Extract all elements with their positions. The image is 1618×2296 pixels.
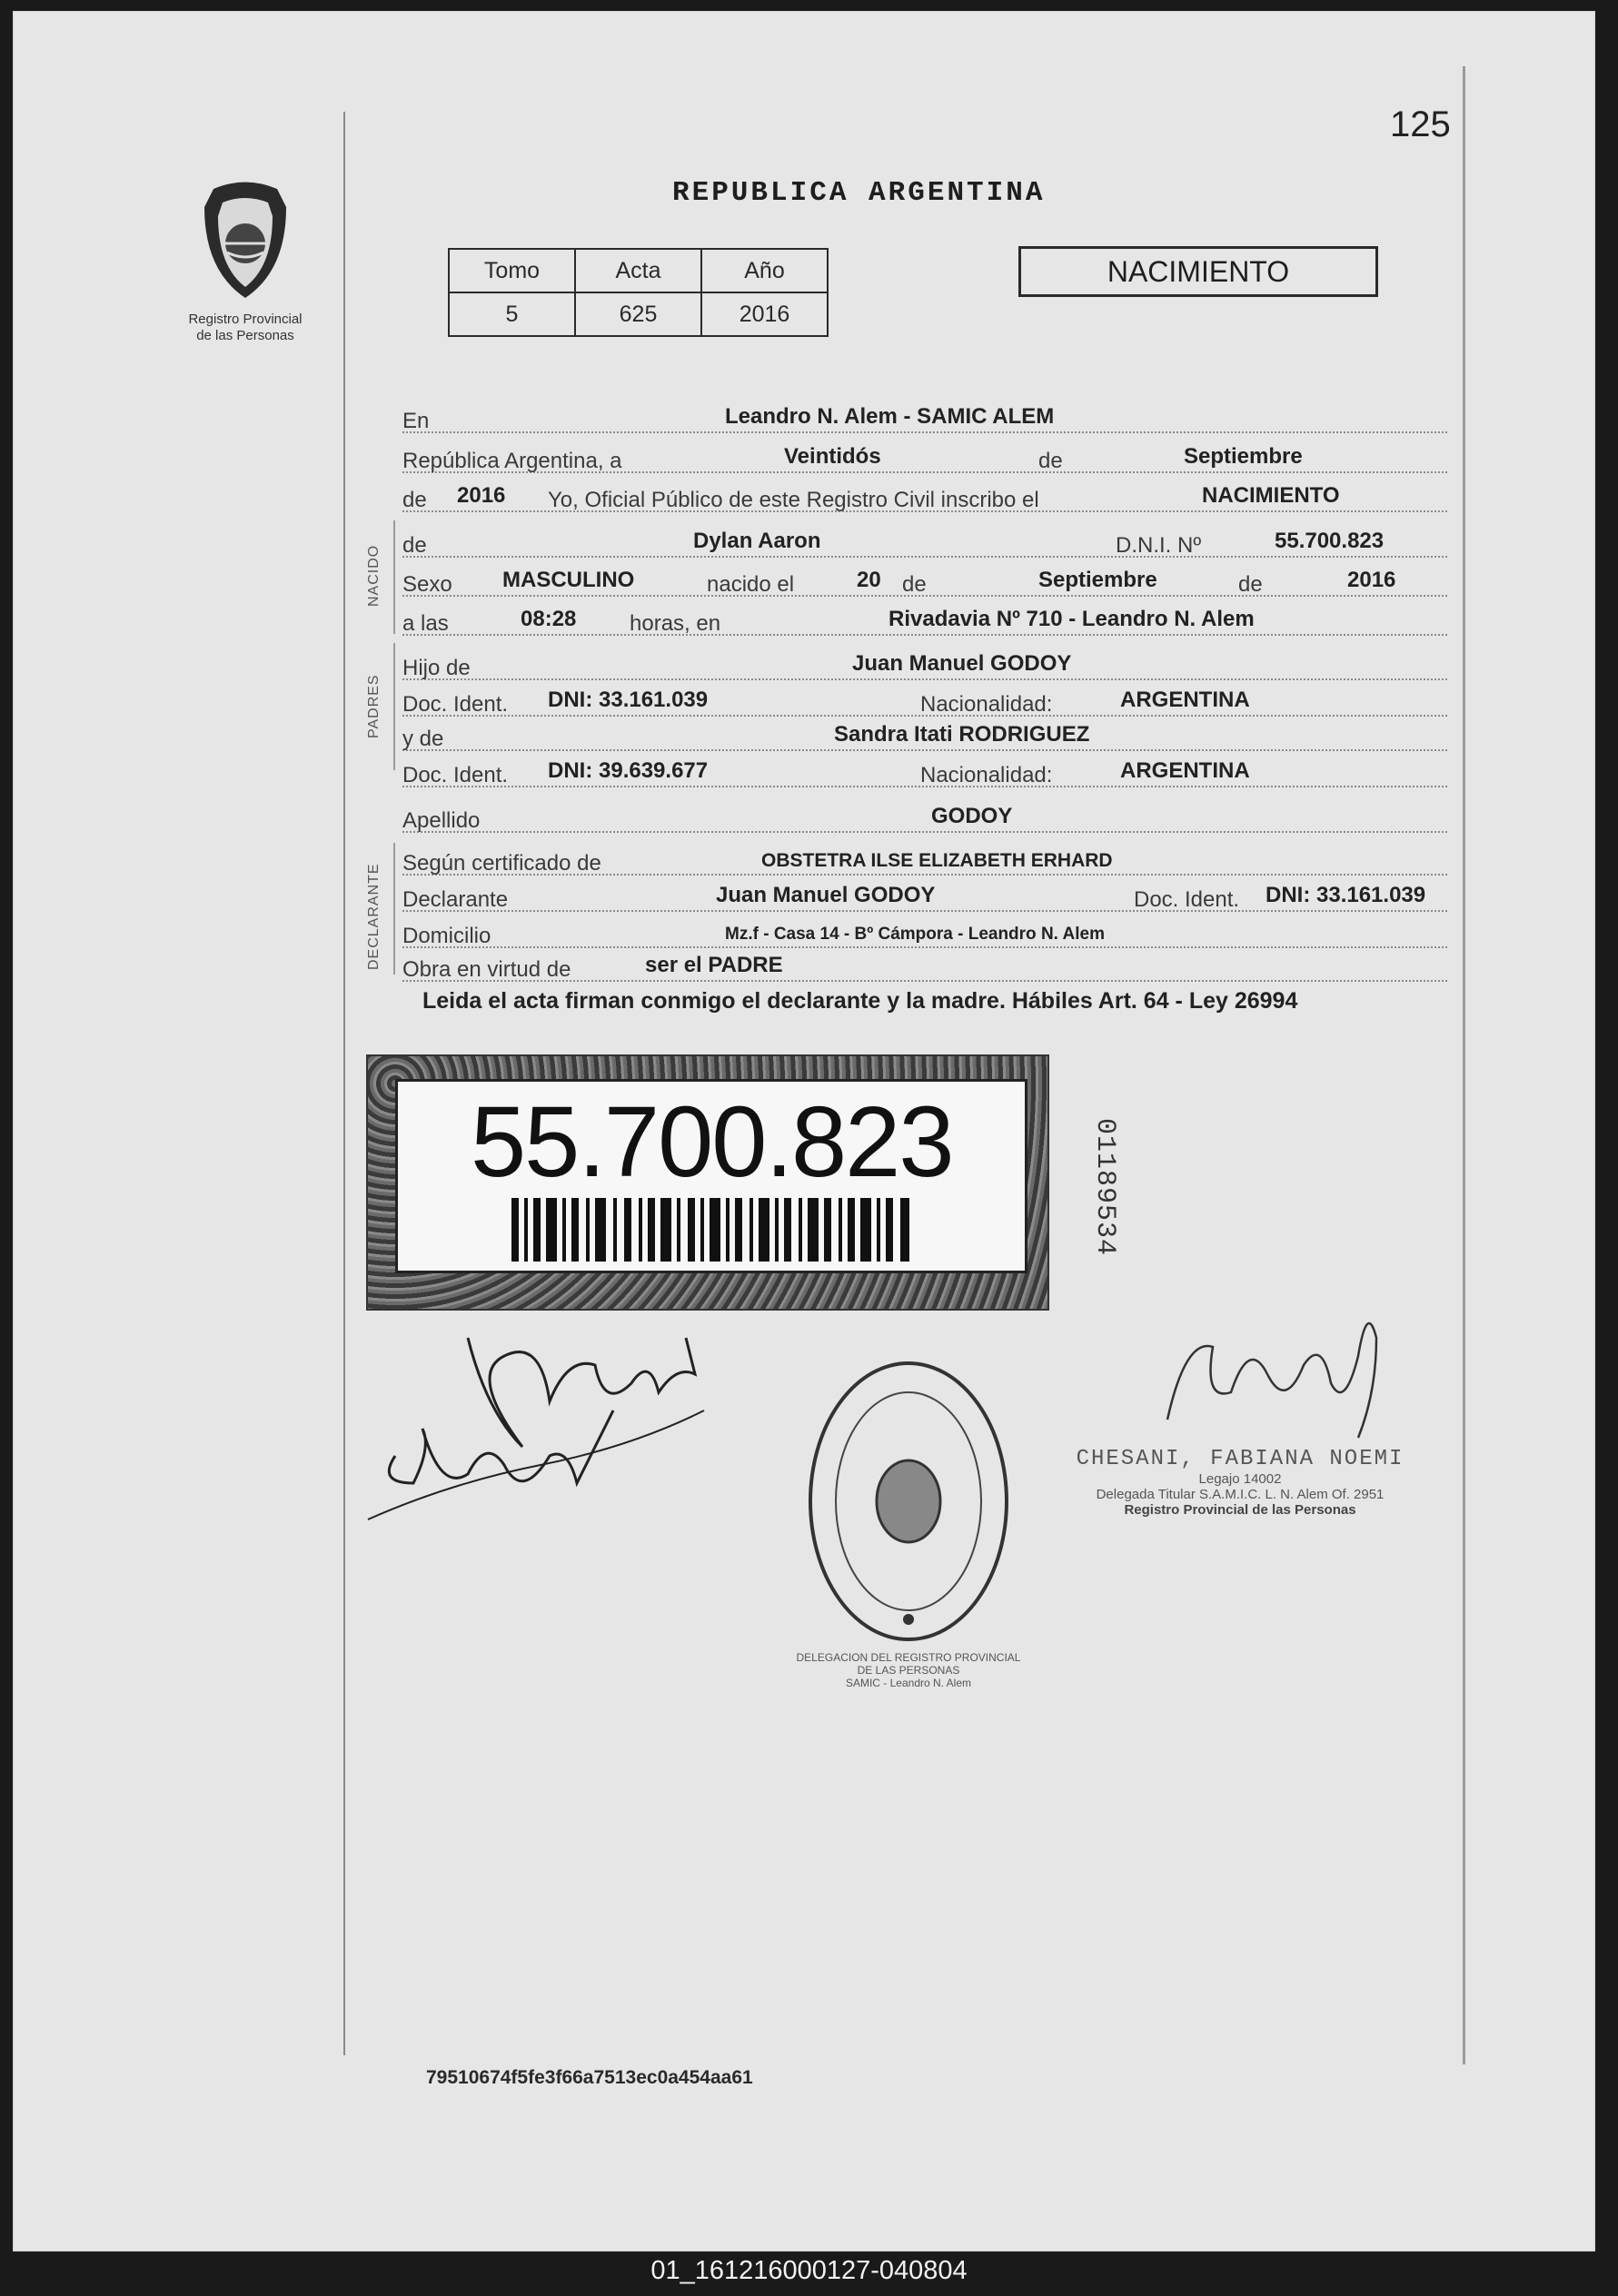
- row-year: [402, 470, 1447, 512]
- de-label: de: [1038, 449, 1063, 473]
- de-year-label: de: [402, 488, 427, 512]
- document-page: [13, 11, 1595, 2251]
- y-de-label: y de: [402, 727, 444, 751]
- section-declarante-label: DECLARANTE: [366, 863, 382, 970]
- en-label: En: [402, 409, 430, 433]
- republica-label: República Argentina, a: [402, 449, 622, 473]
- child-name-value: Dylan Aaron: [693, 529, 821, 553]
- certificado-value: OBSTETRA ILSE ELIZABETH ERHARD: [761, 850, 1113, 871]
- month-value: Septiembre: [1184, 444, 1303, 469]
- row-republica: [402, 431, 1447, 473]
- acta-value: 625: [575, 292, 701, 336]
- birth-de-label: de: [902, 572, 927, 597]
- child-dni-value: 55.700.823: [1275, 529, 1385, 553]
- serial-tag: [1077, 1102, 1131, 1270]
- time-value: 08:28: [521, 607, 577, 631]
- place-value: Leandro N. Alem - SAMIC ALEM: [725, 404, 1055, 429]
- certificado-label: Según certificado de: [402, 851, 601, 876]
- declarante-separator: [393, 843, 395, 975]
- registry-stamp: [804, 1356, 1013, 1647]
- emblem-icon: [177, 171, 313, 307]
- officer-text: Yo, Oficial Público de este Registro Civil inscribo el: [548, 488, 1039, 512]
- right-margin-line: [1463, 66, 1465, 2064]
- dni-sticker-label: [395, 1079, 1027, 1273]
- mother-doc-value: DNI: 39.639.677: [548, 758, 709, 783]
- registry-caption-line1: Registro Provincial: [188, 312, 303, 327]
- father-doc-value: DNI: 33.161.039: [548, 688, 709, 712]
- left-margin-line: [343, 112, 345, 2055]
- document-title: REPUBLICA ARGENTINA: [672, 177, 1046, 209]
- row-sexo: [402, 555, 1447, 597]
- event-value: NACIMIENTO: [1202, 483, 1340, 508]
- apellido-value: GODOY: [931, 804, 1013, 828]
- row-nacido-name: [402, 516, 1447, 558]
- birth-de2-label: de: [1238, 572, 1263, 597]
- declarant-signatures: [359, 1301, 740, 1529]
- acta-header: Acta: [575, 249, 701, 292]
- misiones-emblem: [177, 171, 313, 307]
- serial-number: 01189534: [1089, 1118, 1120, 1257]
- stamp-caption: [795, 1651, 1022, 1689]
- father-nationality-value: ARGENTINA: [1120, 688, 1250, 712]
- scan-footer-id: 01_161216000127-040804: [650, 2256, 968, 2285]
- stamp-inner-text: SAMIC - Leandro N. Alem: [845, 1677, 972, 1689]
- document-hash: 79510674f5fe3f66a7513ec0a454aa61: [426, 2067, 753, 2088]
- nacido-el-label: nacido el: [707, 572, 795, 597]
- official-role: Delegada Titular S.A.M.I.C. L. N. Alem Of. 2951: [1096, 1487, 1385, 1502]
- tomo-value: 5: [449, 292, 575, 336]
- domicilio-label: Domicilio: [402, 924, 491, 948]
- birth-place-value: Rivadavia Nº 710 - Leandro N. Alem: [888, 607, 1255, 631]
- sexo-label: Sexo: [402, 572, 452, 597]
- mother-doc-label: Doc. Ident.: [402, 763, 509, 787]
- nacido-separator: [393, 520, 395, 634]
- stamp-ring-text: DELEGACION DEL REGISTRO PROVINCIAL DE LAS PERSONAS: [796, 1651, 1021, 1677]
- birth-day-value: 20: [857, 568, 881, 592]
- closing-text: Leida el acta firman conmigo el declarante y la madre. Hábiles Art. 64 - Ley 26994: [422, 988, 1298, 1014]
- record-kind: NACIMIENTO: [1018, 246, 1378, 297]
- nacido-de-label: de: [402, 533, 427, 558]
- father-name-value: Juan Manuel GODOY: [852, 651, 1072, 676]
- row-apellido: [402, 791, 1447, 833]
- registry-box: [448, 248, 829, 337]
- sexo-value: MASCULINO: [502, 568, 635, 592]
- obra-label: Obra en virtud de: [402, 957, 571, 982]
- birth-year-value: 2016: [1347, 568, 1396, 592]
- page-number: 125: [1390, 104, 1451, 144]
- hijo-de-label: Hijo de: [402, 656, 471, 680]
- birth-month-value: Septiembre: [1038, 568, 1157, 592]
- declarante-doc-label: Doc. Ident.: [1134, 887, 1240, 912]
- father-doc-label: Doc. Ident.: [402, 692, 509, 717]
- row-obra: [402, 940, 1447, 982]
- anio-value: 2016: [701, 292, 828, 336]
- mother-nationality-label: Nacionalidad:: [920, 763, 1053, 787]
- horas-label: horas, en: [630, 611, 721, 636]
- registry-caption-line2: de las Personas: [196, 328, 294, 343]
- section-nacido-label: NACIDO: [366, 544, 382, 607]
- day-words-value: Veintidós: [784, 444, 881, 469]
- padres-separator: [393, 643, 395, 770]
- mother-name-value: Sandra Itati RODRIGUEZ: [834, 722, 1090, 747]
- father-nationality-label: Nacionalidad:: [920, 692, 1053, 717]
- official-signature: [1149, 1283, 1422, 1447]
- mother-nationality-value: ARGENTINA: [1120, 758, 1250, 783]
- declarante-label: Declarante: [402, 887, 509, 912]
- row-a-las: [402, 594, 1447, 636]
- dni-sticker-number: 55.700.823: [471, 1086, 953, 1198]
- a-las-label: a las: [402, 611, 449, 636]
- official-name: CHESANI, FABIANA NOEMI: [1076, 1447, 1405, 1471]
- declarante-doc-value: DNI: 33.161.039: [1266, 883, 1426, 907]
- row-mother-doc: [402, 746, 1447, 787]
- registry-caption: [150, 312, 341, 344]
- apellido-label: Apellido: [402, 808, 481, 833]
- dni-label: D.N.I. Nº: [1116, 533, 1202, 558]
- official-legajo: Legajo 14002: [1198, 1471, 1282, 1487]
- anio-header: Año: [701, 249, 828, 292]
- domicilio-value: Mz.f - Casa 14 - Bº Cámpora - Leandro N. Alem: [725, 925, 1105, 944]
- barcode-icon: [511, 1198, 911, 1262]
- official-signature-block: [1040, 1447, 1440, 1518]
- tomo-header: Tomo: [449, 249, 575, 292]
- section-padres-label: PADRES: [366, 674, 382, 738]
- declarante-value: Juan Manuel GODOY: [716, 883, 936, 907]
- obra-value: ser el PADRE: [645, 953, 783, 977]
- year-value: 2016: [457, 483, 506, 508]
- official-office: Registro Provincial de las Personas: [1124, 1502, 1356, 1518]
- row-en: [402, 391, 1447, 433]
